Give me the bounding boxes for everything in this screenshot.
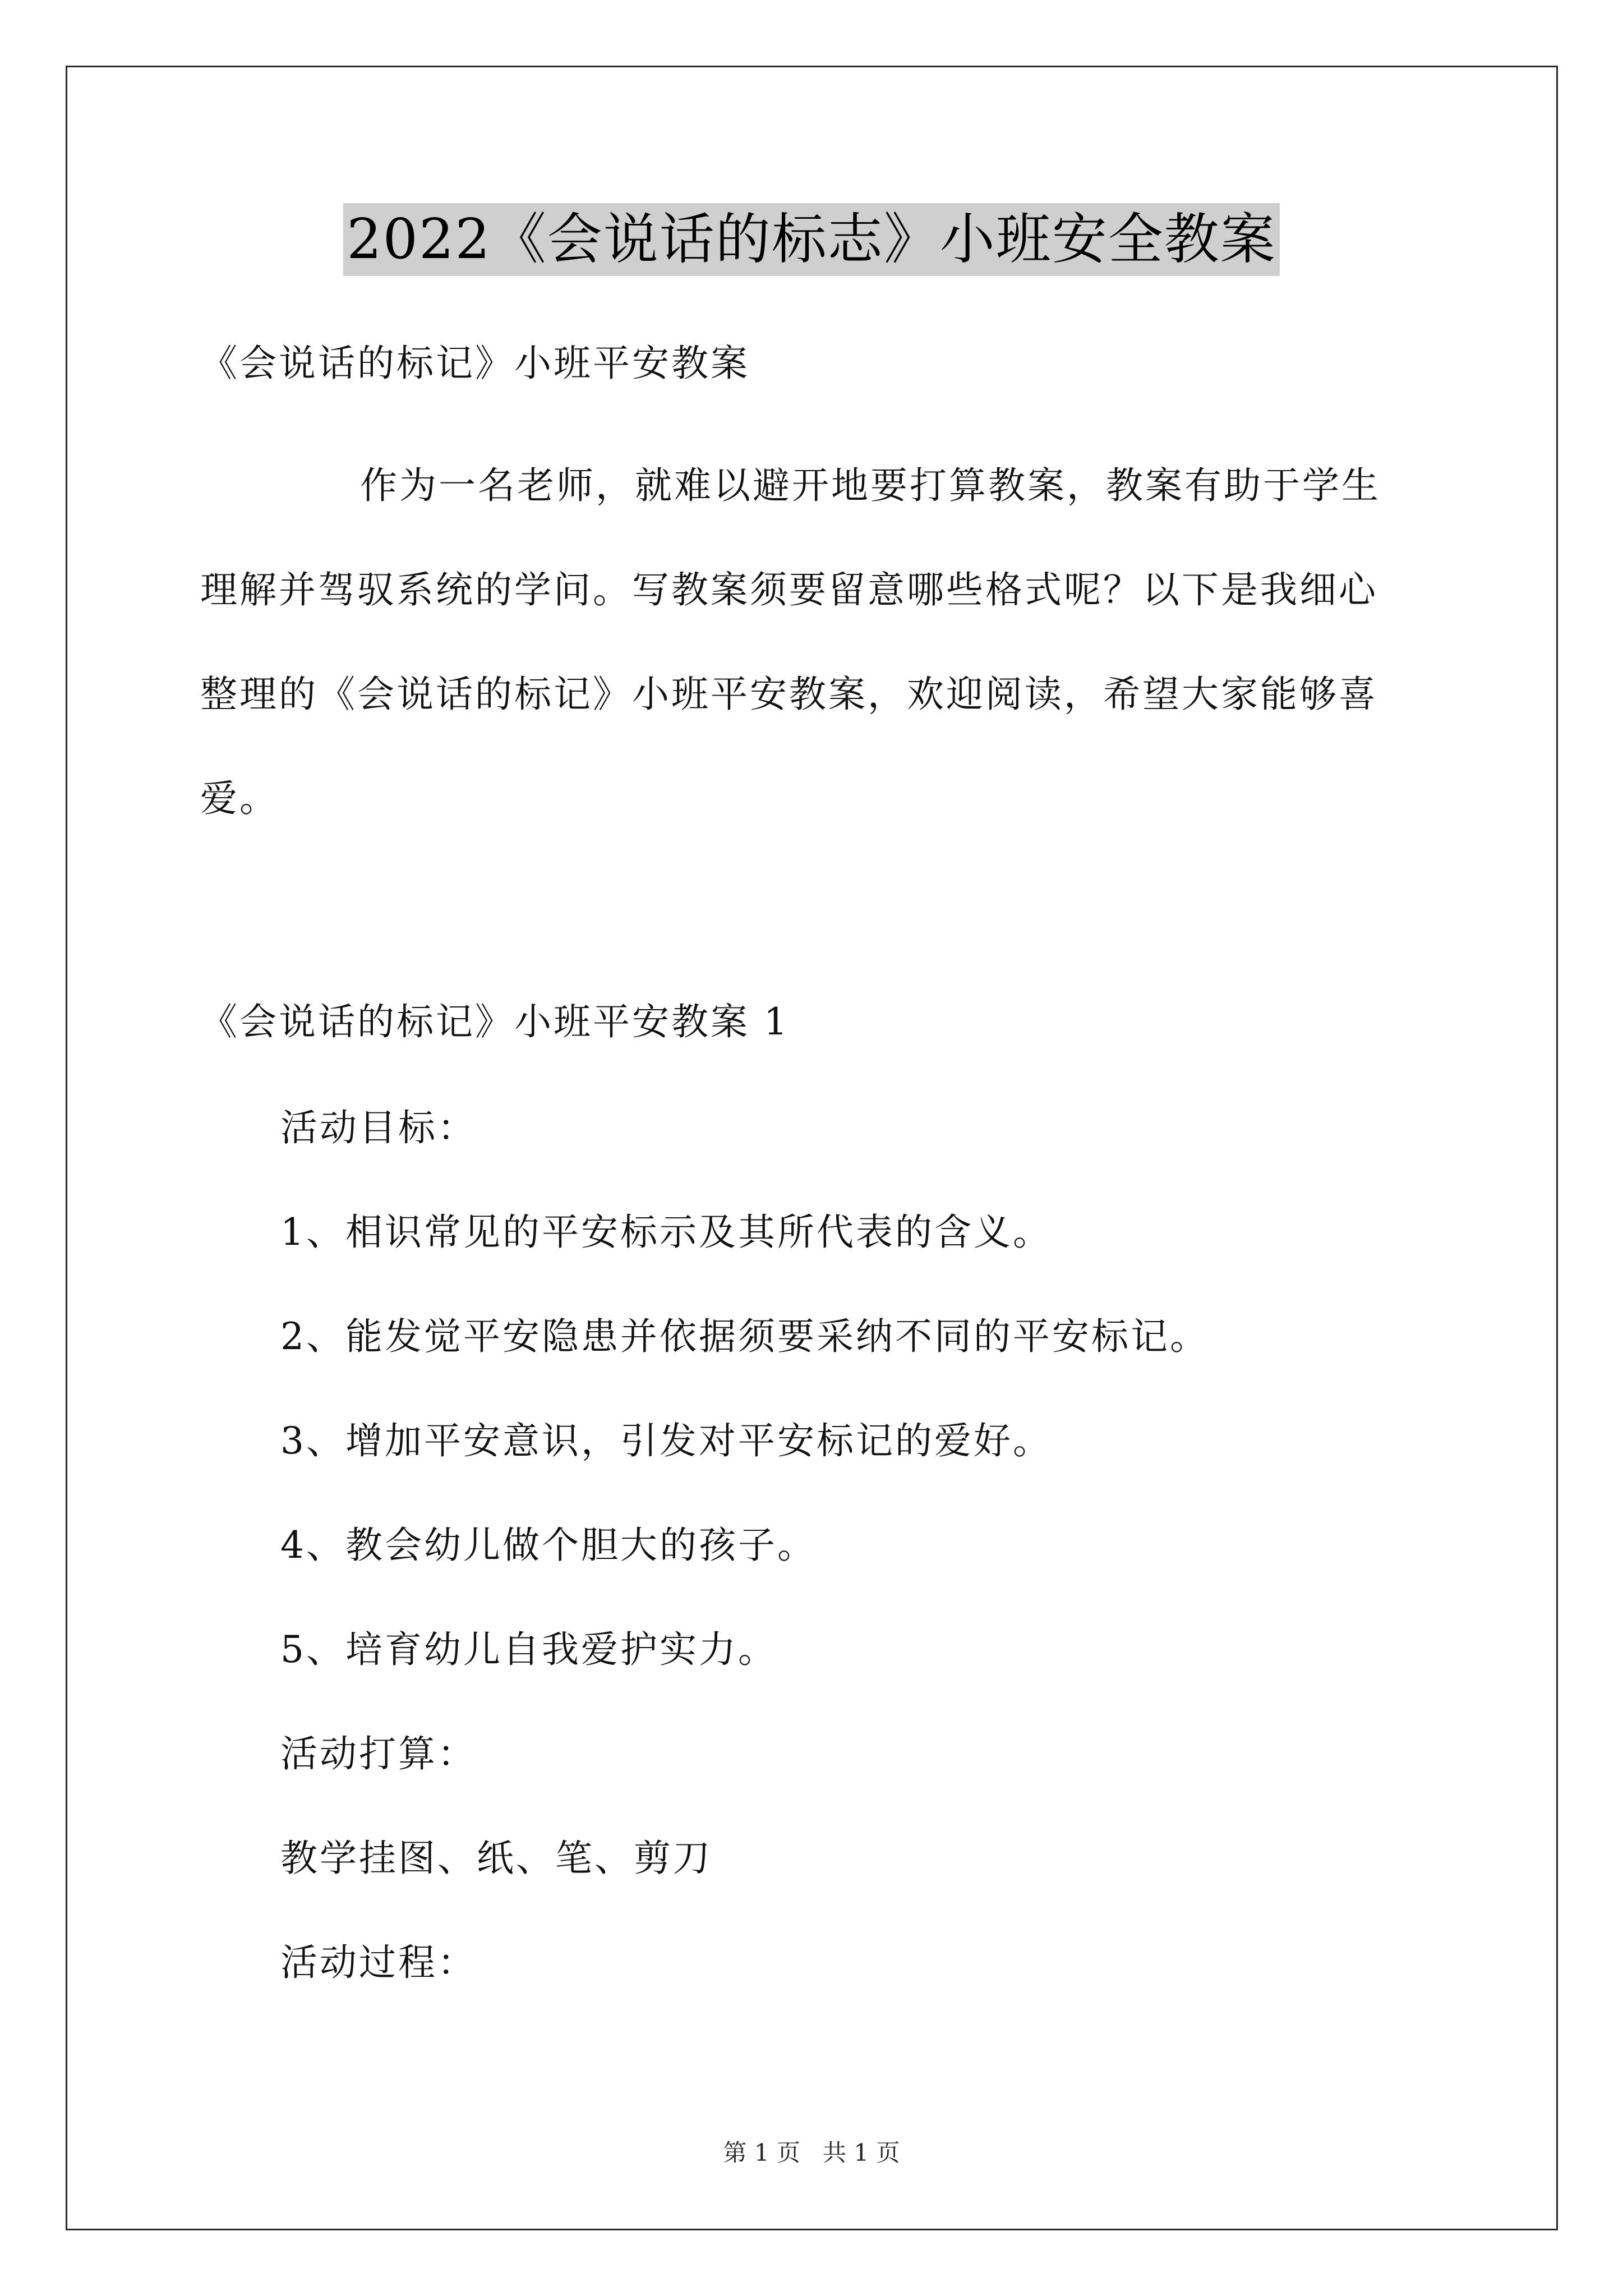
document-title: 2022《会说话的标志》小班安全教案: [343, 203, 1279, 276]
intro-line-3: 整理的《会说话的标记》小班平安教案，欢迎阅读，希望大家能够喜: [200, 673, 1378, 716]
goals-heading: 活动目标：: [280, 1106, 477, 1149]
goal-item-3: 3、增加平安意识，引发对平安标记的爱好。: [280, 1419, 1052, 1462]
goal-item-4: 4、教会幼儿做个胆大的孩子。: [280, 1524, 817, 1567]
title-container: [0, 203, 1623, 276]
prep-heading: 活动打算：: [280, 1732, 477, 1775]
goal-item-2: 2、能发觉平安隐患并依据须要采纳不同的平安标记。: [280, 1315, 1209, 1358]
process-heading: 活动过程：: [280, 1941, 477, 1984]
intro-line-4: 爱。: [200, 777, 279, 820]
section-heading: 《会说话的标记》小班平安教案 1: [200, 1000, 790, 1043]
prep-items: 教学挂图、纸、笔、剪刀: [280, 1837, 712, 1880]
intro-line-1: 作为一名老师，就难以避开地要打算教案，教案有助于学生: [360, 464, 1381, 507]
document-subtitle: 《会说话的标记》小班平安教案: [200, 342, 750, 385]
intro-line-2: 理解并驾驭系统的学问。写教案须要留意哪些格式呢？以下是我细心: [200, 568, 1378, 611]
goal-item-5: 5、培育幼儿自我爱护实力。: [280, 1628, 777, 1671]
goal-item-1: 1、相识常见的平安标示及其所代表的含义。: [280, 1211, 1052, 1254]
page-footer: 第 1 页 共 1 页: [723, 2139, 900, 2166]
